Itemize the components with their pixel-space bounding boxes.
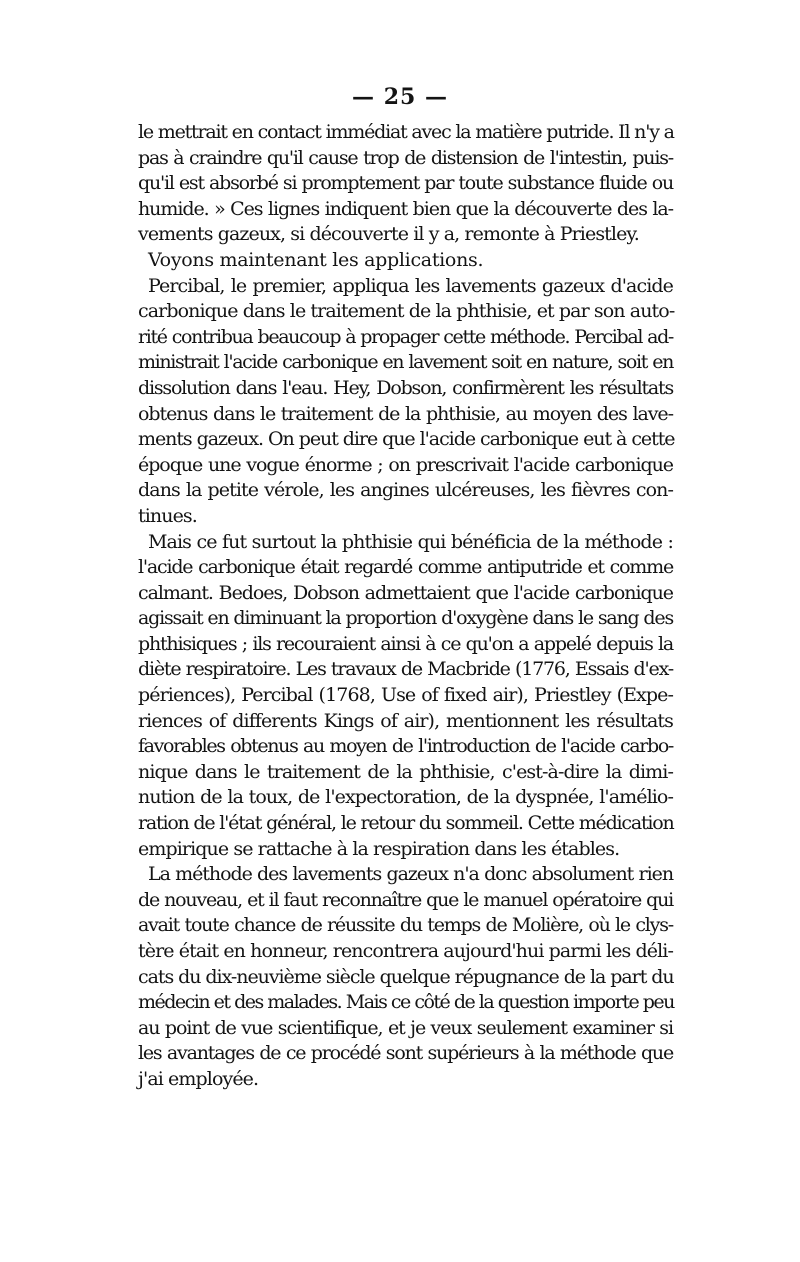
text-line: les avantages de ce procédé sont supérieurs à la méthode que	[138, 1042, 673, 1065]
text-line: médecin et des malades. Mais ce côté de la question importe peu	[138, 991, 674, 1014]
page-number: — 25 —	[352, 84, 448, 110]
text-line: vements gazeux, si découverte il y a, remonte à Priestley.	[138, 223, 639, 246]
text-line: tinues.	[138, 504, 197, 527]
text-line: Percibal, le premier, appliqua les lavements gazeux d'acide	[148, 274, 673, 297]
text-line: Mais ce fut surtout la phthisie qui bénéficia de la méthode :	[148, 530, 673, 553]
text-line: obtenus dans le traitement de la phthisie, au moyen des lave-	[138, 402, 673, 425]
text-line: le mettrait en contact immédiat avec la matière putride. Il n'y a	[138, 121, 674, 143]
text-line: avait toute chance de réussite du temps de Molière, où le clys-	[138, 914, 673, 937]
paragraph	[138, 120, 673, 248]
text-line: j'ai employée.	[138, 1067, 259, 1090]
text-line: diète respiratoire. Les travaux de Macbride (1776, Essais d'ex-	[138, 658, 673, 681]
text-line: agissait en diminuant la proportion d'oxygène dans le sang des	[138, 607, 673, 630]
text-line: dissolution dans l'eau. Hey, Dobson, confirmèrent les résultats	[138, 376, 673, 399]
text-line: époque une vogue énorme ; on prescrivait l'acide carbonique	[138, 453, 673, 476]
text-line: rité contribua beaucoup à propager cette méthode. Percibal ad-	[138, 325, 673, 348]
text-line: dans la petite vérole, les angines ulcéreuses, les fièvres con-	[138, 479, 673, 502]
paragraph	[138, 248, 673, 274]
text-line: ministrait l'acide carbonique en lavement soit en nature, soit en	[138, 351, 673, 374]
text-line: nution de la toux, de l'expectoration, de la dyspnée, l'amélio-	[138, 786, 673, 809]
text-line: nique dans le traitement de la phthisie, c'est-à-dire la dimi-	[138, 760, 673, 783]
text-line: favorables obtenus au moyen de l'introduction de l'acide carbo-	[138, 735, 673, 758]
text-line: au point de vue scientifique, et je veux seulement examiner si	[138, 1016, 673, 1039]
body-text	[138, 120, 673, 1093]
text-line: de nouveau, et il faut reconnaître que le manuel opératoire qui	[138, 888, 673, 911]
text-line: humide. » Ces lignes indiquent bien que la découverte des la-	[138, 197, 673, 220]
text-line: phthisiques ; ils recouraient ainsi à ce qu'on a appelé depuis la	[138, 632, 673, 655]
text-line: l'acide carbonique était regardé comme antiputride et comme	[138, 556, 673, 579]
text-line: carbonique dans le traitement de la phthisie, et par son auto-	[138, 300, 675, 323]
text-line: La méthode des lavements gazeux n'a donc absolument rien	[148, 863, 673, 886]
text-line: ration de l'état général, le retour du sommeil. Cette médication	[138, 812, 674, 835]
paragraph	[138, 530, 673, 863]
text-line: Voyons maintenant les applications.	[148, 248, 484, 271]
text-line: riences of differents Kings of air), mentionnent les résultats	[138, 709, 673, 732]
text-line: qu'il est absorbé si promptement par toute substance fluide ou	[138, 172, 673, 195]
text-line: cats du dix-neuvième siècle quelque répugnance de la part du	[138, 965, 674, 988]
paragraph	[138, 274, 673, 530]
text-line: pas à craindre qu'il cause trop de distension de l'intestin, puis-	[138, 146, 673, 169]
text-line: périences), Percibal (1768, Use of fixed air), Priestley (Expe-	[138, 684, 673, 707]
text-line: calmant. Bedoes, Dobson admettaient que l'acide carbonique	[138, 581, 673, 604]
text-line: tère était en honneur, rencontrera aujourd'hui parmi les déli-	[138, 940, 673, 962]
paragraph	[138, 862, 673, 1092]
text-line: empirique se rattache à la respiration dans les étables.	[138, 837, 620, 860]
text-line: ments gazeux. On peut dire que l'acide carbonique eut à cette	[138, 428, 675, 451]
